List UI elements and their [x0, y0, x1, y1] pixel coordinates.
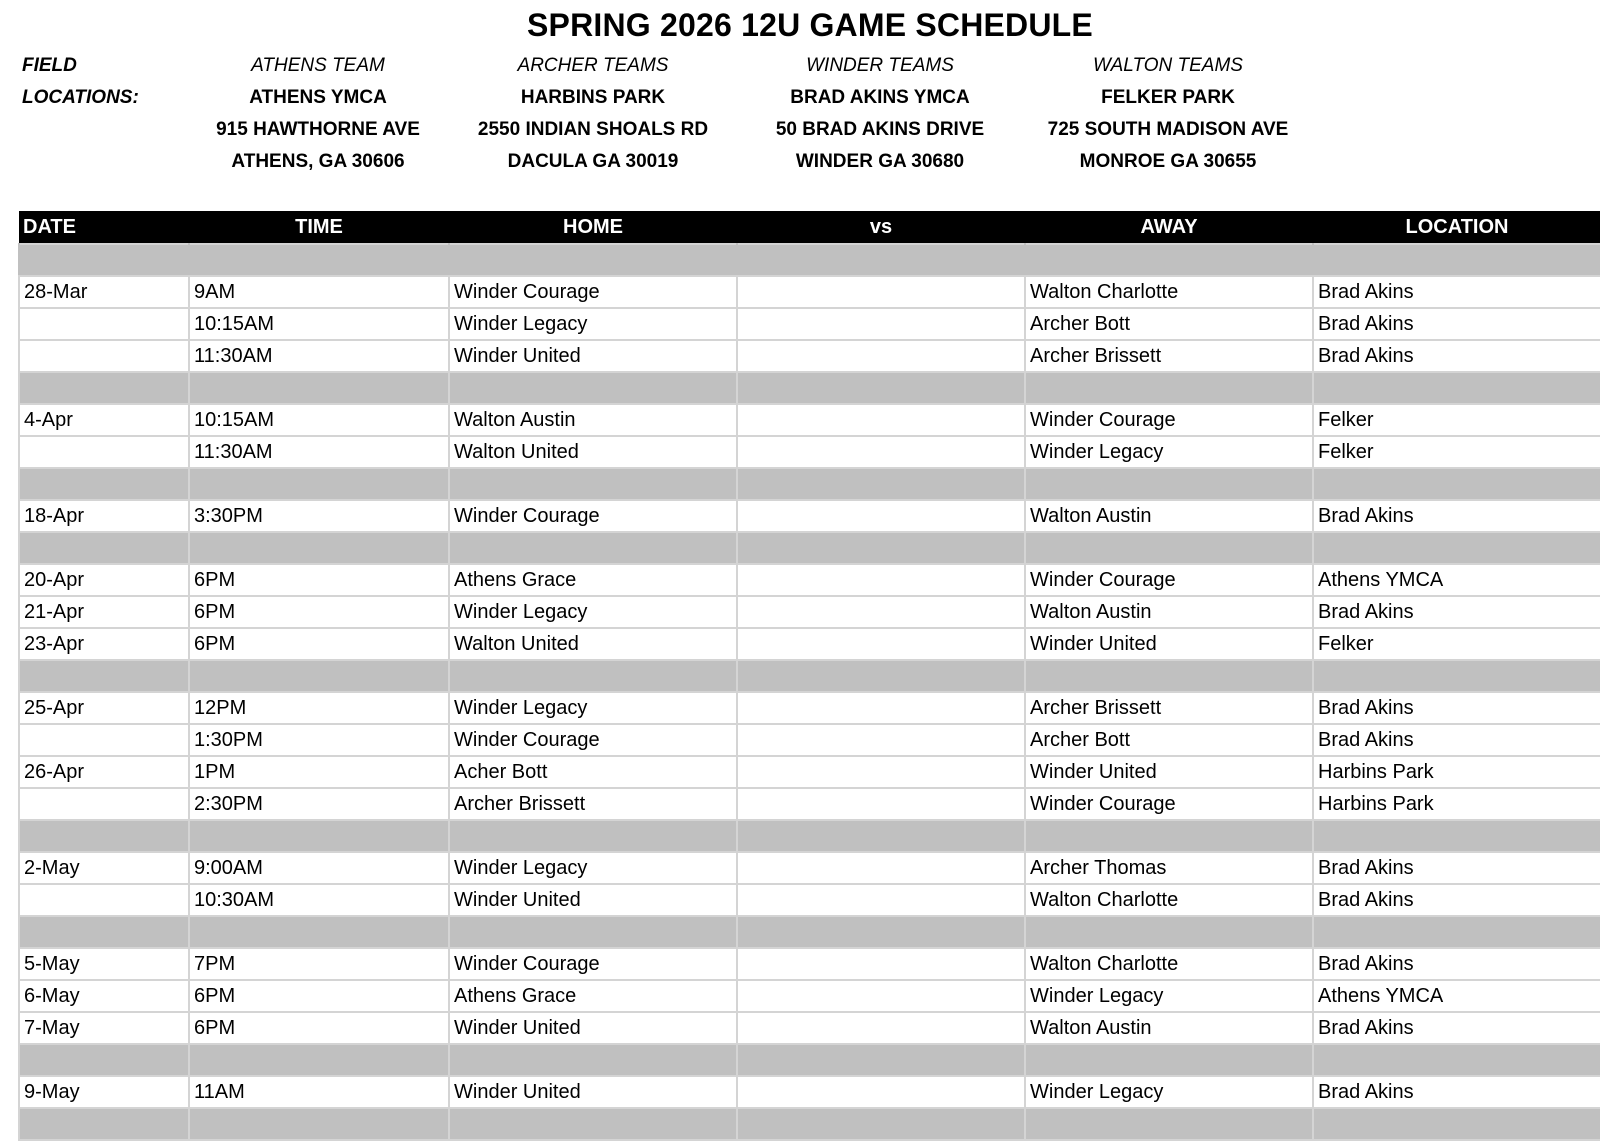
cell-location: Brad Akins — [1313, 340, 1600, 372]
separator-row — [19, 372, 1600, 404]
cell-away: Winder Courage — [1025, 404, 1313, 436]
separator-cell — [189, 1044, 449, 1076]
table-row — [19, 852, 1600, 884]
cell-time: 1:30PM — [189, 724, 449, 756]
cell-away: Winder Courage — [1025, 564, 1313, 596]
cell-date — [19, 884, 189, 916]
cell-home: Winder Legacy — [449, 308, 737, 340]
cell-vs — [737, 596, 1025, 628]
cell-away: Winder United — [1025, 756, 1313, 788]
cell-time: 6PM — [189, 596, 449, 628]
table-row — [19, 980, 1600, 1012]
cell-vs — [737, 980, 1025, 1012]
separator-row — [19, 916, 1600, 948]
separator-cell — [1313, 916, 1600, 948]
venue-address: 2550 INDIAN SHOALS RD — [477, 119, 709, 140]
venue-walton — [1038, 54, 1298, 182]
cell-date: 7-May — [19, 1012, 189, 1044]
table-row — [19, 308, 1600, 340]
cell-home: Athens Grace — [449, 980, 737, 1012]
cell-away: Walton Austin — [1025, 596, 1313, 628]
cell-location: Brad Akins — [1313, 692, 1600, 724]
cell-date: 5-May — [19, 948, 189, 980]
separator-cell — [1025, 468, 1313, 500]
table-header-row — [19, 211, 1600, 244]
separator-cell — [737, 820, 1025, 852]
cell-date — [19, 788, 189, 820]
cell-home: Walton United — [449, 628, 737, 660]
field-label: FIELD — [22, 55, 77, 76]
separator-cell — [737, 244, 1025, 276]
column-header-time: TIME — [189, 211, 449, 244]
venue-city: DACULA GA 30019 — [507, 151, 679, 172]
table-row — [19, 404, 1600, 436]
venue-city: MONROE GA 30655 — [1079, 151, 1257, 172]
separator-cell — [449, 244, 737, 276]
separator-cell — [189, 468, 449, 500]
separator-cell — [19, 372, 189, 404]
separator-cell — [189, 372, 449, 404]
cell-location: Brad Akins — [1313, 1076, 1600, 1108]
table-row — [19, 724, 1600, 756]
cell-away: Walton Charlotte — [1025, 884, 1313, 916]
cell-home: Walton Austin — [449, 404, 737, 436]
cell-time: 6PM — [189, 980, 449, 1012]
venue-name: BRAD AKINS YMCA — [790, 87, 970, 108]
cell-location: Athens YMCA — [1313, 980, 1600, 1012]
separator-cell — [1313, 372, 1600, 404]
separator-cell — [1313, 1044, 1600, 1076]
cell-vs — [737, 948, 1025, 980]
cell-time: 10:15AM — [189, 308, 449, 340]
cell-away: Walton Austin — [1025, 1012, 1313, 1044]
table-row — [19, 596, 1600, 628]
separator-row — [19, 532, 1600, 564]
separator-cell — [19, 244, 189, 276]
separator-cell — [449, 820, 737, 852]
page-title: SPRING 2026 12U GAME SCHEDULE — [527, 7, 1093, 43]
cell-date: 23-Apr — [19, 628, 189, 660]
separator-cell — [19, 1044, 189, 1076]
separator-cell — [1025, 1044, 1313, 1076]
cell-away: Archer Brissett — [1025, 692, 1313, 724]
separator-row — [19, 468, 1600, 500]
cell-vs — [737, 1076, 1025, 1108]
cell-away: Winder Legacy — [1025, 1076, 1313, 1108]
cell-location: Brad Akins — [1313, 500, 1600, 532]
table-row — [19, 884, 1600, 916]
cell-home: Winder Courage — [449, 948, 737, 980]
cell-date: 26-Apr — [19, 756, 189, 788]
venue-team: ARCHER TEAMS — [517, 55, 669, 76]
separator-cell — [737, 660, 1025, 692]
cell-home: Acher Bott — [449, 756, 737, 788]
separator-cell — [449, 660, 737, 692]
cell-date: 18-Apr — [19, 500, 189, 532]
venue-archer — [463, 54, 723, 182]
cell-location: Brad Akins — [1313, 852, 1600, 884]
table-row — [19, 756, 1600, 788]
separator-cell — [737, 1108, 1025, 1140]
separator-row — [19, 820, 1600, 852]
separator-cell — [19, 468, 189, 500]
cell-away: Walton Charlotte — [1025, 948, 1313, 980]
separator-cell — [189, 532, 449, 564]
venue-team: ATHENS TEAM — [251, 55, 385, 76]
venue-city: WINDER GA 30680 — [795, 151, 965, 172]
cell-home: Winder Courage — [449, 500, 737, 532]
cell-vs — [737, 564, 1025, 596]
venue-address: 915 HAWTHORNE AVE — [216, 119, 420, 140]
separator-cell — [19, 660, 189, 692]
cell-away: Walton Charlotte — [1025, 276, 1313, 308]
cell-location: Felker — [1313, 628, 1600, 660]
cell-time: 7PM — [189, 948, 449, 980]
column-header-location: LOCATION — [1313, 211, 1600, 244]
separator-cell — [1313, 468, 1600, 500]
venue-name: FELKER PARK — [1101, 87, 1235, 108]
cell-vs — [737, 692, 1025, 724]
cell-location: Brad Akins — [1313, 948, 1600, 980]
separator-cell — [19, 1108, 189, 1140]
separator-cell — [449, 532, 737, 564]
separator-cell — [1025, 660, 1313, 692]
separator-cell — [1313, 532, 1600, 564]
cell-away: Archer Thomas — [1025, 852, 1313, 884]
separator-cell — [737, 468, 1025, 500]
separator-cell — [1313, 244, 1600, 276]
table-row — [19, 276, 1600, 308]
cell-location: Harbins Park — [1313, 788, 1600, 820]
column-header-date: DATE — [19, 211, 189, 244]
cell-time: 9:00AM — [189, 852, 449, 884]
cell-vs — [737, 404, 1025, 436]
cell-vs — [737, 756, 1025, 788]
separator-row — [19, 1108, 1600, 1140]
separator-cell — [1313, 660, 1600, 692]
separator-cell — [449, 1044, 737, 1076]
cell-location: Athens YMCA — [1313, 564, 1600, 596]
cell-date — [19, 436, 189, 468]
cell-location: Harbins Park — [1313, 756, 1600, 788]
cell-time: 11:30AM — [189, 340, 449, 372]
cell-location: Brad Akins — [1313, 724, 1600, 756]
separator-cell — [1025, 916, 1313, 948]
locations-label: LOCATIONS: — [22, 87, 139, 108]
separator-cell — [1025, 820, 1313, 852]
separator-cell — [189, 1108, 449, 1140]
cell-time: 6PM — [189, 628, 449, 660]
separator-cell — [737, 372, 1025, 404]
cell-away: Winder Courage — [1025, 788, 1313, 820]
separator-cell — [1025, 1108, 1313, 1140]
cell-home: Winder Courage — [449, 724, 737, 756]
cell-location: Felker — [1313, 404, 1600, 436]
table-row — [19, 692, 1600, 724]
cell-location: Brad Akins — [1313, 596, 1600, 628]
venue-address: 50 BRAD AKINS DRIVE — [775, 119, 985, 140]
table-row — [19, 436, 1600, 468]
cell-date: 20-Apr — [19, 564, 189, 596]
separator-row — [19, 1044, 1600, 1076]
cell-date: 21-Apr — [19, 596, 189, 628]
column-header-vs: vs — [737, 211, 1025, 244]
cell-location: Brad Akins — [1313, 276, 1600, 308]
separator-cell — [1025, 532, 1313, 564]
separator-cell — [737, 916, 1025, 948]
cell-time: 2:30PM — [189, 788, 449, 820]
venue-name: ATHENS YMCA — [249, 87, 387, 108]
table-row — [19, 500, 1600, 532]
cell-location: Brad Akins — [1313, 308, 1600, 340]
cell-home: Winder United — [449, 340, 737, 372]
separator-cell — [189, 820, 449, 852]
cell-date: 28-Mar — [19, 276, 189, 308]
separator-cell — [449, 372, 737, 404]
cell-time: 11:30AM — [189, 436, 449, 468]
column-header-home: HOME — [449, 211, 737, 244]
cell-vs — [737, 436, 1025, 468]
cell-home: Winder Legacy — [449, 692, 737, 724]
cell-time: 9AM — [189, 276, 449, 308]
cell-home: Athens Grace — [449, 564, 737, 596]
cell-vs — [737, 340, 1025, 372]
cell-date: 9-May — [19, 1076, 189, 1108]
venue-name: HARBINS PARK — [520, 87, 666, 108]
venue-winder — [750, 54, 1010, 182]
cell-vs — [737, 788, 1025, 820]
cell-away: Winder Legacy — [1025, 980, 1313, 1012]
cell-away: Winder Legacy — [1025, 436, 1313, 468]
separator-cell — [1313, 820, 1600, 852]
separator-cell — [19, 916, 189, 948]
cell-home: Winder United — [449, 1076, 737, 1108]
table-row — [19, 788, 1600, 820]
cell-date: 25-Apr — [19, 692, 189, 724]
cell-time: 6PM — [189, 1012, 449, 1044]
venue-team: WALTON TEAMS — [1093, 55, 1243, 76]
separator-cell — [189, 660, 449, 692]
cell-away: Archer Bott — [1025, 308, 1313, 340]
separator-row — [19, 244, 1600, 276]
cell-home: Winder Courage — [449, 276, 737, 308]
separator-row — [19, 660, 1600, 692]
cell-away: Archer Brissett — [1025, 340, 1313, 372]
cell-date — [19, 308, 189, 340]
cell-date: 2-May — [19, 852, 189, 884]
cell-location: Brad Akins — [1313, 884, 1600, 916]
separator-cell — [1025, 244, 1313, 276]
cell-away: Winder United — [1025, 628, 1313, 660]
cell-date — [19, 340, 189, 372]
cell-time: 12PM — [189, 692, 449, 724]
cell-away: Walton Austin — [1025, 500, 1313, 532]
cell-vs — [737, 1012, 1025, 1044]
cell-home: Archer Brissett — [449, 788, 737, 820]
venue-address: 725 SOUTH MADISON AVE — [1047, 119, 1289, 140]
cell-vs — [737, 884, 1025, 916]
table-row — [19, 1076, 1600, 1108]
separator-cell — [19, 820, 189, 852]
separator-cell — [19, 532, 189, 564]
table-row — [19, 340, 1600, 372]
cell-vs — [737, 852, 1025, 884]
separator-cell — [449, 1108, 737, 1140]
separator-cell — [189, 916, 449, 948]
cell-time: 3:30PM — [189, 500, 449, 532]
cell-time: 6PM — [189, 564, 449, 596]
separator-cell — [449, 916, 737, 948]
table-row — [19, 564, 1600, 596]
cell-vs — [737, 724, 1025, 756]
cell-date — [19, 724, 189, 756]
cell-date: 4-Apr — [19, 404, 189, 436]
cell-away: Archer Bott — [1025, 724, 1313, 756]
cell-date: 6-May — [19, 980, 189, 1012]
cell-home: Walton United — [449, 436, 737, 468]
venue-athens — [188, 54, 448, 182]
cell-vs — [737, 628, 1025, 660]
cell-vs — [737, 308, 1025, 340]
separator-cell — [449, 468, 737, 500]
separator-cell — [737, 1044, 1025, 1076]
cell-home: Winder Legacy — [449, 852, 737, 884]
separator-cell — [1313, 1108, 1600, 1140]
schedule-table — [18, 211, 1600, 1141]
cell-vs — [737, 276, 1025, 308]
cell-time: 1PM — [189, 756, 449, 788]
cell-home: Winder United — [449, 1012, 737, 1044]
separator-cell — [1025, 372, 1313, 404]
table-row — [19, 1012, 1600, 1044]
table-row — [19, 628, 1600, 660]
table-row — [19, 948, 1600, 980]
cell-home: Winder Legacy — [449, 596, 737, 628]
column-header-away: AWAY — [1025, 211, 1313, 244]
cell-home: Winder United — [449, 884, 737, 916]
cell-location: Brad Akins — [1313, 1012, 1600, 1044]
separator-cell — [737, 532, 1025, 564]
venue-team: WINDER TEAMS — [806, 55, 954, 76]
cell-time: 10:30AM — [189, 884, 449, 916]
cell-location: Felker — [1313, 436, 1600, 468]
cell-time: 10:15AM — [189, 404, 449, 436]
cell-vs — [737, 500, 1025, 532]
schedule-body — [19, 244, 1600, 1140]
cell-time: 11AM — [189, 1076, 449, 1108]
venue-city: ATHENS, GA 30606 — [231, 151, 405, 172]
separator-cell — [189, 244, 449, 276]
